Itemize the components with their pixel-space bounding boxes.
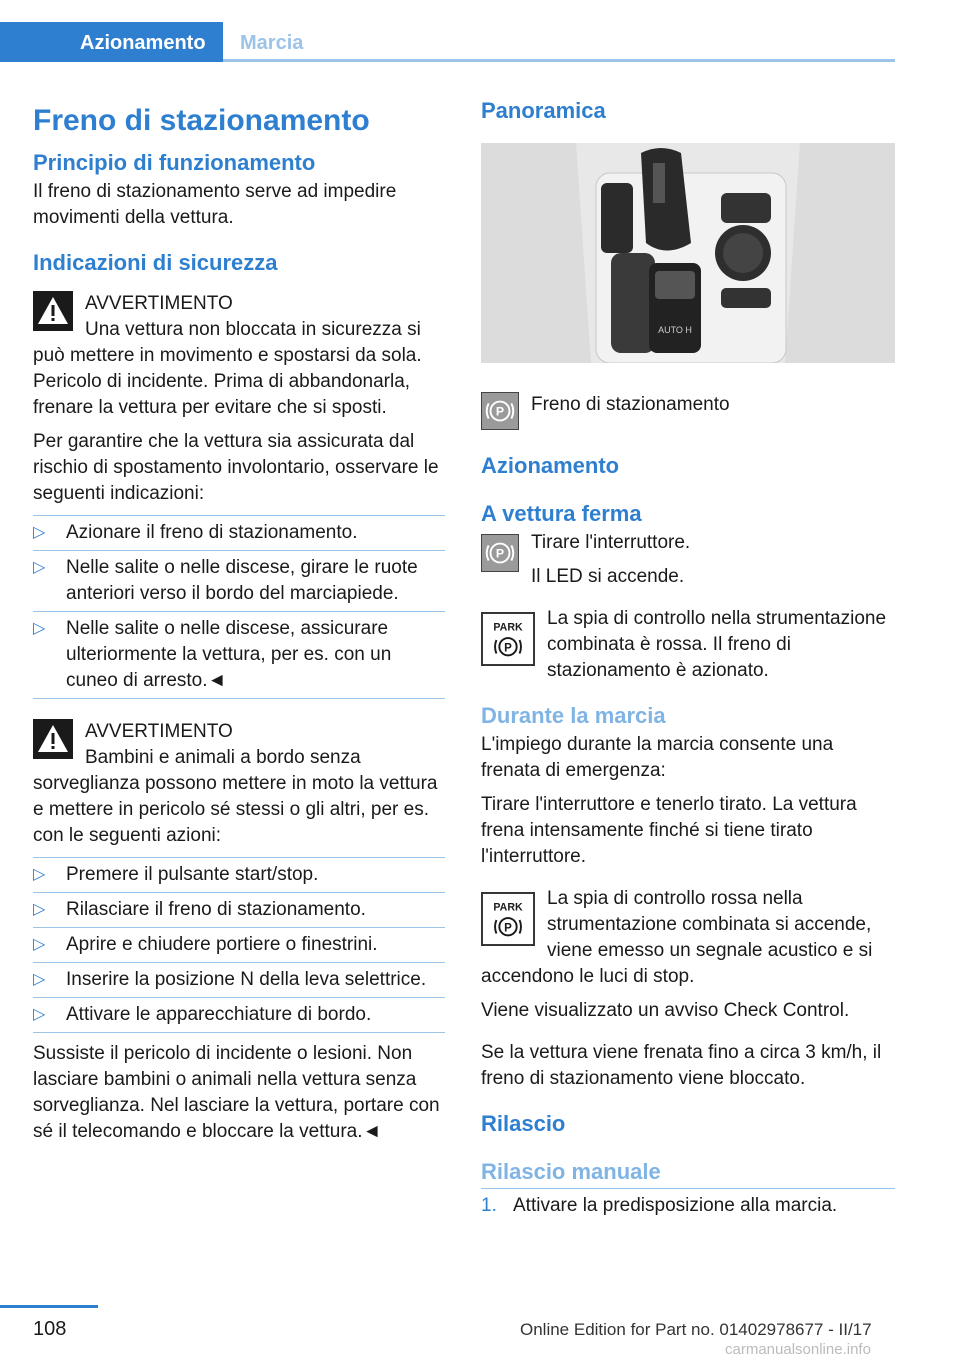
tab-azionamento[interactable]: Azionamento bbox=[0, 22, 223, 62]
indicator-text-2: La spia di controllo rossa nella strumentazione combinata si accende, viene emesso un segnale acustico e si accendono le luci di stop. bbox=[481, 888, 873, 987]
heading-overview: Panoramica bbox=[481, 98, 606, 123]
center-console-photo bbox=[481, 143, 895, 363]
svg-text:P: P bbox=[504, 922, 512, 935]
release-steps bbox=[481, 1188, 895, 1223]
indicator-text-1: La spia di controllo nella strumentazione combinata è rossa. Il freno di stazionamento è azionato. bbox=[547, 608, 887, 681]
caption-text: Freno di stazionamento bbox=[531, 394, 730, 415]
header-tabs bbox=[0, 0, 895, 62]
driving-text-2: Tirare l'interruttore e tenerlo tirato. La vettura frena intensamente finché si tiene tirato l'interruttore. bbox=[481, 794, 857, 867]
warning-title: AVVERTIMENTO bbox=[85, 721, 233, 742]
list-item: ▷ Nelle salite o nelle discese, assicurare ulteriormente la vettura, per es. con un cuneo di arresto.◄ bbox=[33, 611, 445, 699]
principle-text: Il freno di stazionamento serve ad impedire movimenti della vettura. bbox=[33, 181, 397, 228]
tab-marcia[interactable]: Marcia bbox=[240, 32, 304, 54]
parking-brake-button-icon bbox=[481, 534, 519, 572]
heading-safety: Indicazioni di sicurezza bbox=[33, 250, 278, 275]
header-rule bbox=[223, 59, 895, 62]
list-item: ▷ Inserire la posizione N della leva selettrice. bbox=[33, 962, 445, 997]
indicator-row-1 bbox=[481, 606, 895, 684]
list-item: ▷ Azionare il freno di stazionamento. bbox=[33, 515, 445, 550]
park-indicator-icon bbox=[481, 612, 535, 666]
speed-text: Se la vettura viene frenata fino a circa 3 km/h, il freno di stazionamento viene bloccato. bbox=[481, 1042, 882, 1089]
indicator-row-2 bbox=[481, 886, 895, 990]
edition-label: Online Edition for Part no. 01402978677 - II/17 bbox=[520, 1320, 872, 1339]
page-number: 108 bbox=[33, 1318, 67, 1340]
warning-text: Bambini e animali a bordo senza sorveglianza possono mettere in moto la vettura e mettere in pericolo sé stessi o gli altri, per es. con le seguenti azioni: bbox=[33, 747, 438, 846]
heading-driving: Durante la marcia bbox=[481, 703, 666, 728]
heading-operation: Azionamento bbox=[481, 453, 620, 478]
list-item: ▷ Rilasciare il freno di stazionamento. bbox=[33, 892, 445, 927]
caption-row bbox=[481, 388, 895, 434]
list-item: ▷ Nelle salite o nelle discese, girare le ruote anteriori verso il bordo del marciapiede. bbox=[33, 550, 445, 611]
heading-release: Rilascio bbox=[481, 1111, 566, 1136]
page-title: Freno di stazionamento bbox=[33, 104, 370, 137]
warning-text: Una vettura non bloccata in sicurezza si può mettere in movimento e spostarsi da sola. Pericolo di incidente. Prima di abbandonarla, frenare la vettura per evitare che si sposti. bbox=[33, 319, 422, 418]
park-indicator-icon bbox=[481, 892, 535, 946]
driving-text-1: L'impiego durante la marcia consente una frenata di emergenza: bbox=[481, 734, 834, 781]
pull-text: Tirare l'interruttore. bbox=[531, 532, 691, 553]
list-item: ▷ Aprire e chiudere portiere o finestrini. bbox=[33, 927, 445, 962]
paragraph-sussiste: Sussiste il pericolo di incidente o lesioni. Non lasciare bambini o animali nella vettura senza sorveglianza. Nel lasciare la vettura, portare con sé il telecomando e bloccare la vettura.◄ bbox=[33, 1043, 440, 1142]
safety-list bbox=[33, 515, 445, 699]
list-item: ▷ Attivare le apparecchiature di bordo. bbox=[33, 997, 445, 1033]
svg-text:PARK: PARK bbox=[493, 901, 523, 914]
warning-icon bbox=[33, 291, 73, 331]
left-column bbox=[33, 95, 445, 1145]
auto-h-label: AUTO H bbox=[658, 325, 692, 335]
heading-manual-release: Rilascio manuale bbox=[481, 1159, 661, 1184]
warning-title: AVVERTIMENTO bbox=[85, 293, 233, 314]
children-list bbox=[33, 857, 445, 1033]
footer-rule bbox=[0, 1305, 98, 1308]
svg-text:P: P bbox=[495, 404, 505, 419]
paragraph-garantire: Per garantire che la vettura sia assicurata dal rischio di spostamento involontario, osservare le seguenti indicazioni: bbox=[33, 431, 439, 504]
heading-stationary: A vettura ferma bbox=[481, 501, 642, 526]
watermark: carmanualsonline.info bbox=[725, 1341, 871, 1358]
svg-text:P: P bbox=[495, 546, 505, 561]
list-item: ▷ Premere il pulsante start/stop. bbox=[33, 857, 445, 892]
checkcontrol-text: Viene visualizzato un avviso Check Control. bbox=[481, 1000, 850, 1021]
pull-switch-row bbox=[481, 530, 895, 590]
svg-text:P: P bbox=[504, 642, 512, 655]
warning-icon bbox=[33, 719, 73, 759]
warning-block-2 bbox=[33, 715, 445, 849]
list-item: 1. Attivare la predisposizione alla marcia. bbox=[481, 1188, 895, 1223]
right-column bbox=[481, 95, 895, 1223]
parking-brake-button-icon bbox=[481, 392, 519, 430]
led-text: Il LED si accende. bbox=[531, 566, 685, 587]
heading-principle: Principio di funzionamento bbox=[33, 150, 316, 175]
warning-block-1 bbox=[33, 287, 445, 421]
svg-text:PARK: PARK bbox=[493, 621, 523, 634]
